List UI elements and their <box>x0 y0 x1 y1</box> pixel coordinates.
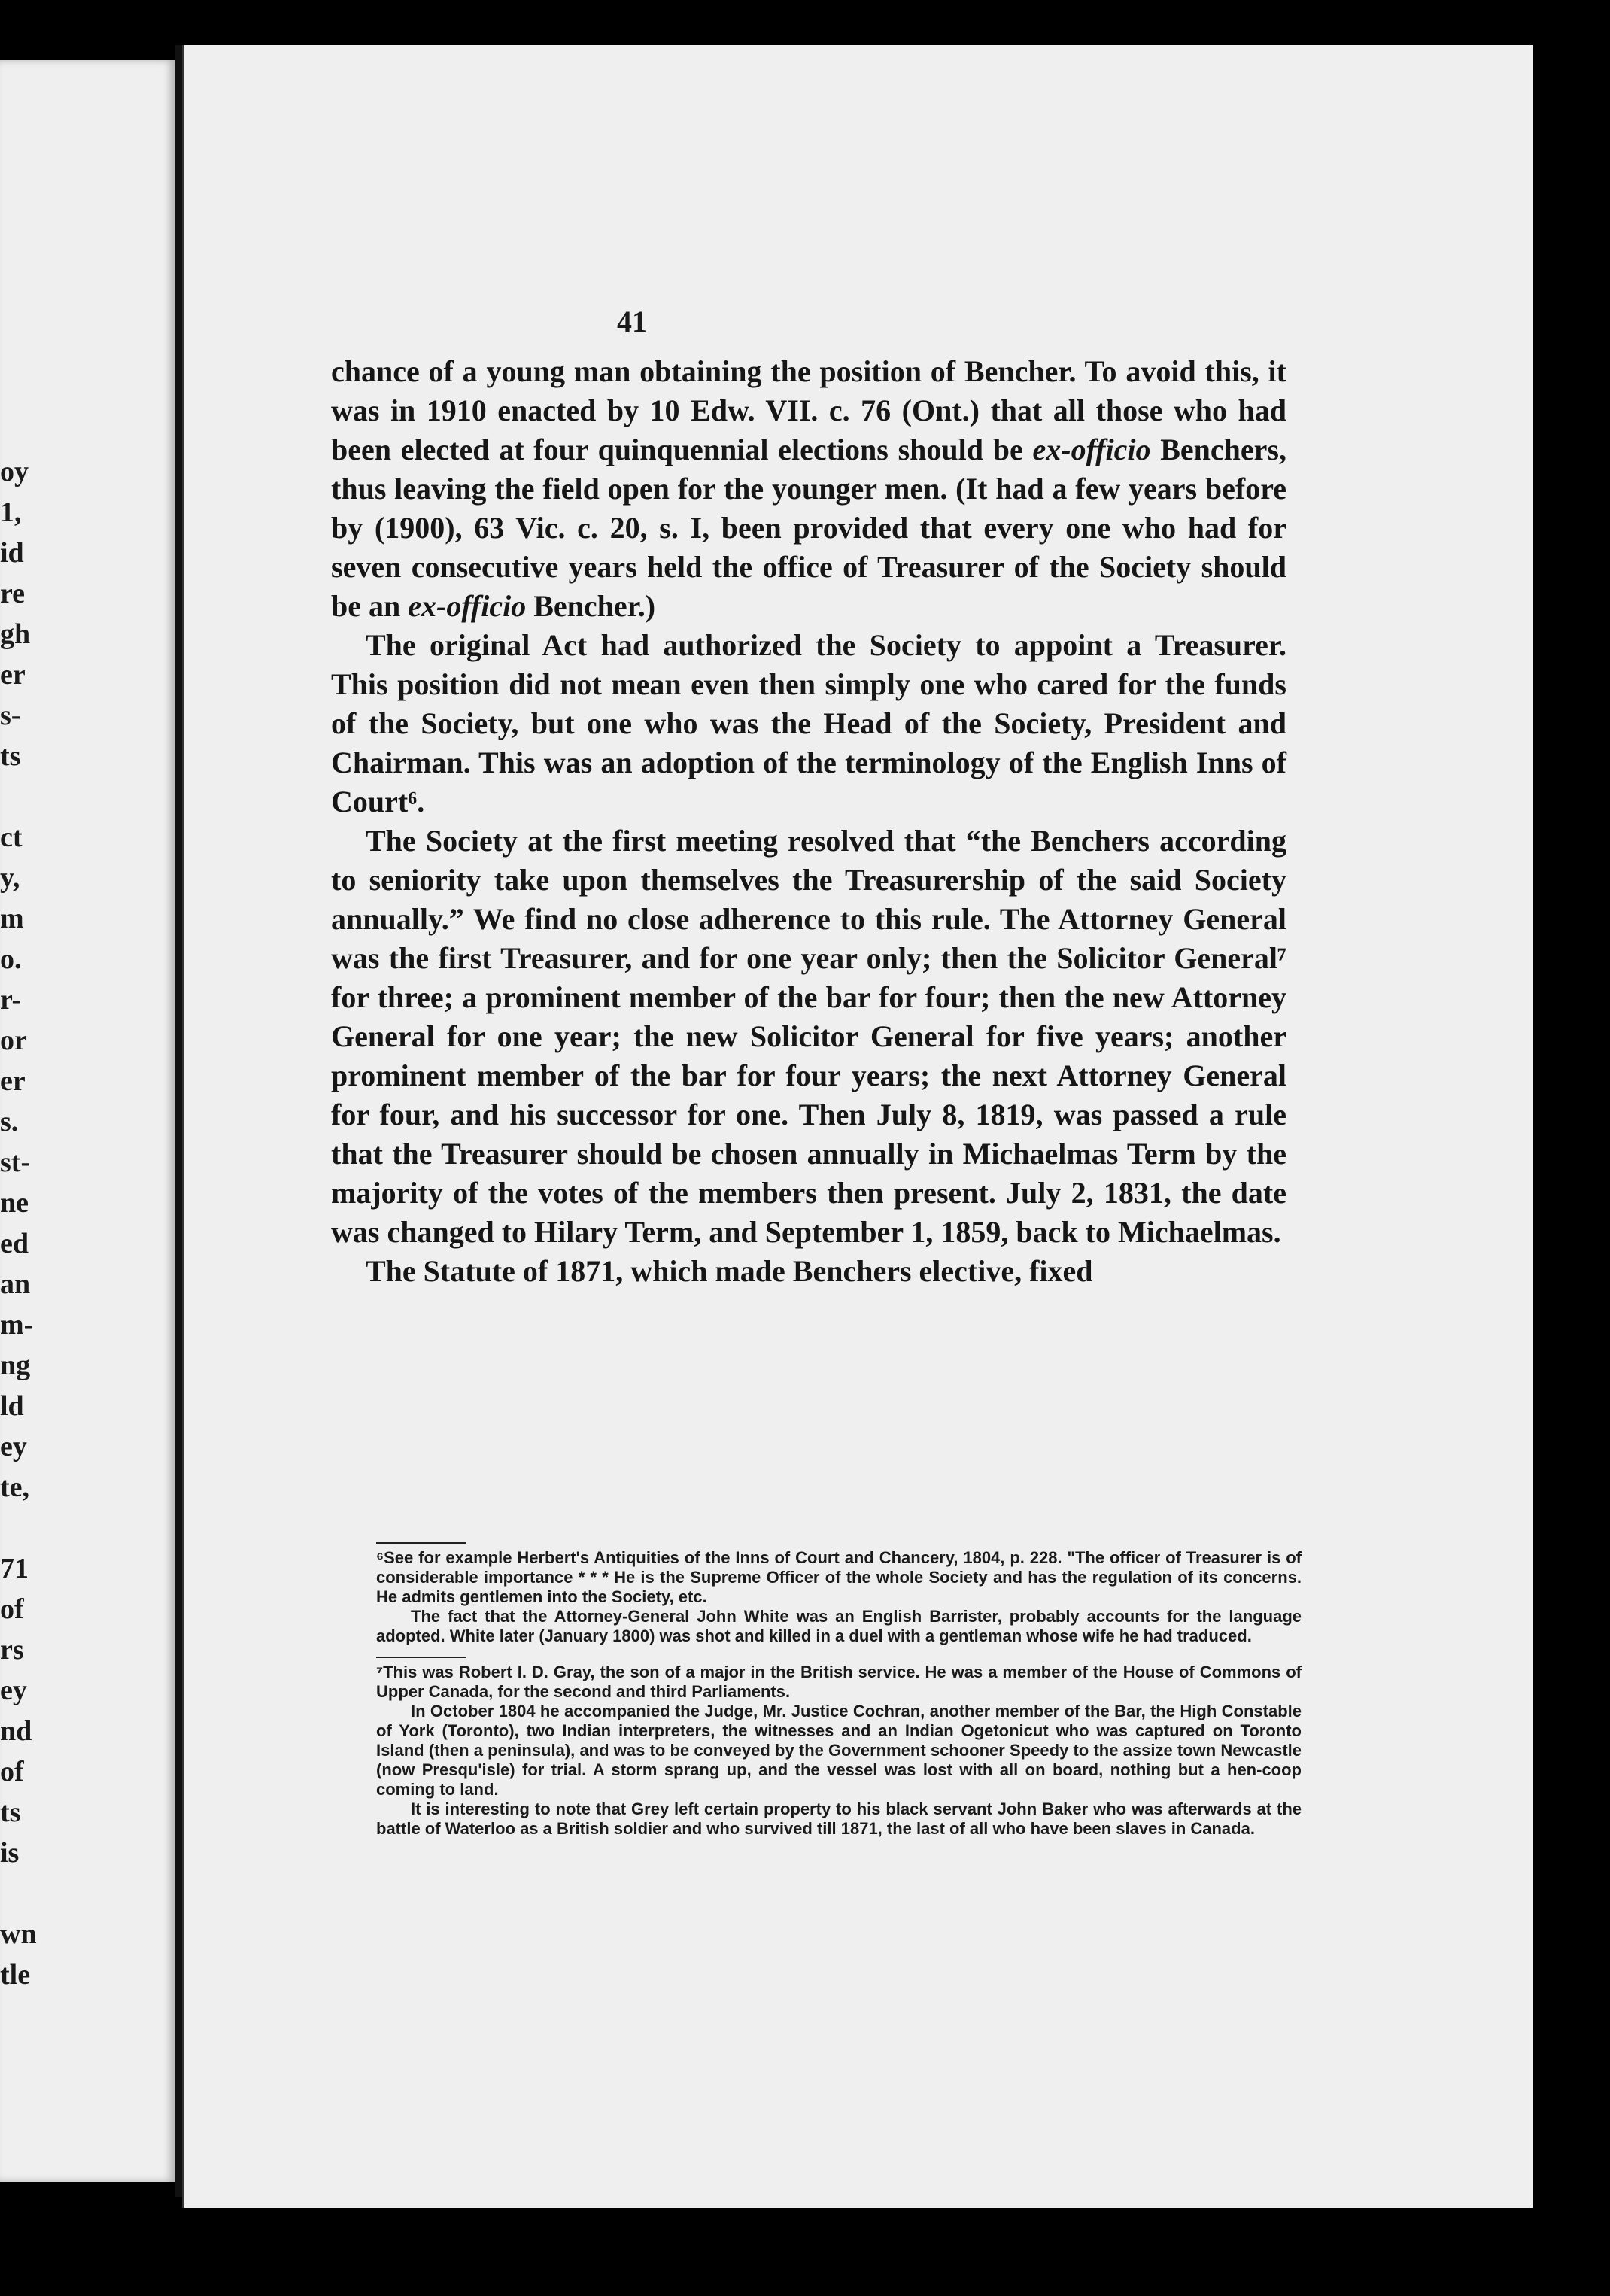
left-fragment: ld <box>0 1390 24 1422</box>
left-fragment: wn <box>0 1918 37 1950</box>
left-fragment: of <box>0 1593 24 1625</box>
left-fragment: of <box>0 1756 24 1787</box>
footnote-paragraph: ⁷This was Robert I. D. Gray, the son of a major in the British service. He was a member of the House of Commons of Upper Canada, for the second and third Parliaments. <box>376 1663 1302 1701</box>
left-fragment: rs <box>0 1634 24 1666</box>
left-page <box>0 60 175 2182</box>
text-run: Bencher.) <box>526 589 656 623</box>
italic-term: ex-officio <box>1032 433 1151 466</box>
paragraph: The Statute of 1871, which made Benchers elective, fixed <box>366 1254 1093 1288</box>
left-fragment: st- <box>0 1146 31 1178</box>
footnote-paragraph: It is interesting to note that Grey left certain property to his black servant John Baker who was afterwards at the battle of Waterloo as a British soldier and who survived till 1871, the last of all who have been slaves in Canada. <box>376 1799 1302 1838</box>
left-fragment: er <box>0 1065 26 1097</box>
left-page-text-fragments <box>0 451 175 1995</box>
left-fragment: m <box>0 903 24 934</box>
left-fragment: ey <box>0 1675 27 1706</box>
left-fragment: ey <box>0 1431 27 1462</box>
footnote-rule <box>376 1657 466 1658</box>
left-fragment: s- <box>0 700 21 731</box>
page-number: 41 <box>617 305 647 339</box>
footnote-paragraph: The fact that the Attorney-General John White was an English Barrister, probably accounts for the language adopted. White later (January 1800) was shot and killed in a duel with a gentleman whose wife he had traduced. <box>376 1607 1302 1645</box>
left-fragment: is <box>0 1837 20 1869</box>
left-fragment: ct <box>0 822 23 853</box>
left-fragment: s. <box>0 1106 19 1137</box>
left-fragment <box>0 1873 175 1914</box>
text-run: Benchers, thus leaving the field open for the younger men. (It had a few years before by (1900), 63 Vic. c. 20, s. I, been provided that every one who had for seven consecutive years held the office of Treasurer of the Society should be an <box>331 433 1286 623</box>
left-fragment: an <box>0 1268 31 1300</box>
left-fragment: or <box>0 1025 27 1056</box>
footnote-7 <box>376 1663 1302 1839</box>
left-fragment: nd <box>0 1715 32 1747</box>
paragraph <box>331 352 1286 626</box>
left-fragment: ts <box>0 740 21 772</box>
left-fragment: ne <box>0 1187 29 1219</box>
left-fragment: er <box>0 659 26 691</box>
left-fragment: te, <box>0 1471 30 1503</box>
paragraph: The original Act had authorized the Society to appoint a Treasurer. This position did not mean even then simply one who cared for the funds of the Society, but one who was the Head of the Society, President and Chairman. This was an adoption of the terminology of the English Inns of Court⁶. <box>331 628 1286 818</box>
left-fragment: id <box>0 537 24 569</box>
left-fragment: 1, <box>0 497 22 528</box>
paragraph: The Society at the first meeting resolved that “the Benchers according to seniority take upon themselves the Treasurership of the said Society annually.” We find no close adherence to this rule. The Attorney General was the first Treasurer, and for one year only; then the Solicitor General⁷ for three; a prominent member of the bar for four; then the new Attorney General for one year; the new Solicitor General for five years; another prominent member of the bar for four years; the next Attorney General for four, and his successor for one. Then July 8, 1819, was passed a rule that the Treasurer should be chosen annually in Michaelmas Term by the majority of the votes of the members then present. July 2, 1831, the date was changed to Hilary Term, and September 1, 1859, back to Michaelmas. <box>331 824 1286 1249</box>
body-text <box>331 352 1286 1291</box>
footnotes <box>376 1542 1302 1839</box>
left-fragment: ng <box>0 1350 31 1381</box>
left-fragment: oy <box>0 456 29 487</box>
left-fragment <box>0 776 175 817</box>
footnote-rule <box>376 1542 466 1544</box>
left-fragment: tle <box>0 1959 31 1991</box>
book-gutter <box>175 45 182 2197</box>
footnote-6 <box>376 1548 1302 1646</box>
italic-term: ex-officio <box>408 589 527 623</box>
left-fragment: m- <box>0 1309 34 1341</box>
footnote-paragraph: In October 1804 he accompanied the Judge, Mr. Justice Cochran, another member of the Bar, the High Constable of York (Toronto), two Indian interpreters, the witnesses and an Indian Ogetonicut who was captured on Toronto Island (then a peninsula), and was to be conveyed by the Government schooner Speedy to the assize town Newcastle (now Presqu'isle) for trial. A storm sprang up, and the vessel was lost with all on board, nothing but a hen-coop coming to land. <box>376 1702 1302 1799</box>
left-fragment <box>0 1508 175 1548</box>
left-fragment: ed <box>0 1228 29 1259</box>
left-fragment: re <box>0 578 26 609</box>
left-fragment: y, <box>0 862 20 894</box>
text-run: chance of a young man obtaining the position of Bencher. To avoid this, it was in 1910 enacted by 10 Edw. VII. c. 76 (Ont.) that all those who had been elected at four quinquennial elections should be <box>331 354 1286 466</box>
footnote-paragraph: ⁶See for example Herbert's Antiquities of the Inns of Court and Chancery, 1804, p. 228. "The officer of Treasurer is of considerable importance * * * He is the Supreme Officer of the whole Society and has the regulation of its concerns. He admits gentlemen into the Society, etc. <box>376 1548 1302 1606</box>
left-fragment: r- <box>0 984 22 1016</box>
left-fragment: o. <box>0 943 22 975</box>
left-fragment: ts <box>0 1796 21 1828</box>
left-fragment: 71 <box>0 1553 29 1584</box>
left-fragment: gh <box>0 618 31 650</box>
